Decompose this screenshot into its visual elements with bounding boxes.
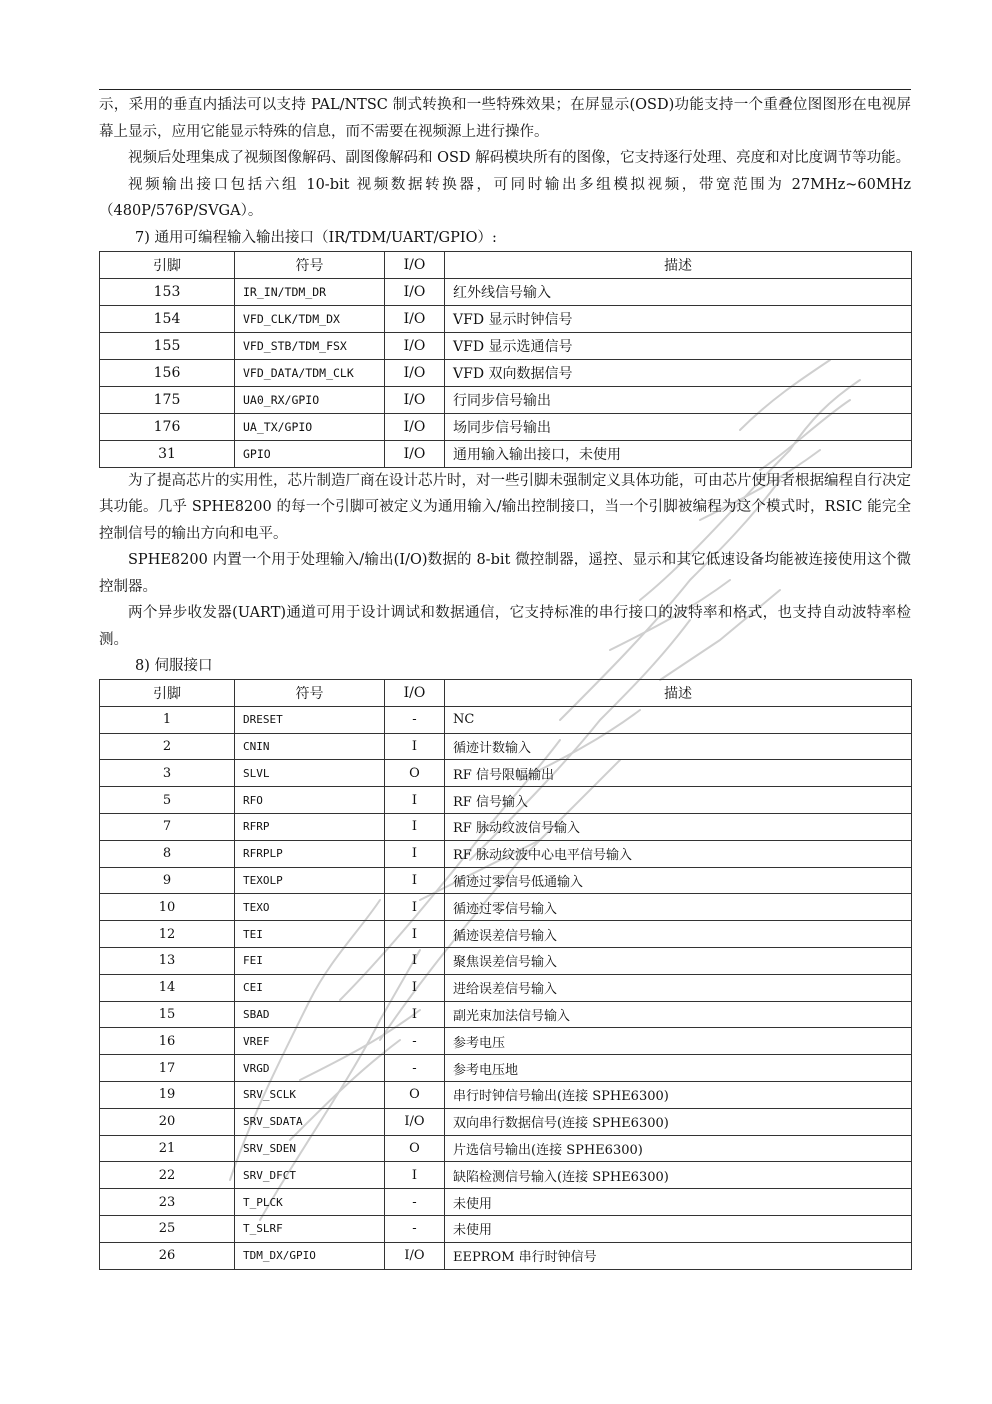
description-cell: 循迹过零信号低通输入 (445, 867, 912, 894)
io-cell: I/O (385, 332, 445, 359)
table-row (100, 413, 912, 440)
io-cell: I (385, 947, 445, 974)
io-cell: - (385, 1055, 445, 1082)
io-cell: - (385, 706, 445, 733)
pin-cell: 156 (100, 359, 235, 386)
pin-cell: 9 (100, 867, 235, 894)
symbol-cell: CNIN (235, 733, 385, 760)
io-cell: I (385, 1162, 445, 1189)
paragraph-video-post-processing: 视频后处理集成了视频图像解码、副图像解码和 OSD 解码模块所有的图像，它支持逐行处理、亮度和对比度调节等功能。 (128, 150, 911, 166)
io-cell: - (385, 1028, 445, 1055)
pin-cell: 155 (100, 332, 235, 359)
column-header-io: I/O (385, 680, 445, 707)
io-cell: I/O (385, 440, 445, 467)
pin-cell: 3 (100, 760, 235, 787)
paragraph-uart: 两个异步收发器(UART)通道可用于设计调试和数据通信，它支持标准的串行接口的波特率和格式，也支持自动波特率检测。 (99, 605, 911, 648)
pin-cell: 22 (100, 1162, 235, 1189)
description-cell: EEPROM 串行时钟信号 (445, 1242, 912, 1269)
symbol-cell: VFD_DATA/TDM_CLK (235, 359, 385, 386)
paragraph-osd: 示，采用的垂直内插法可以支持 PAL/NTSC 制式转换和一些特殊效果；在屏显示(OSD)功能支持一个重叠位图图形在电视屏幕上显示，应用它能显示特殊的信息，而不需要在视频源上进行操作。 (99, 97, 911, 140)
description-cell: 参考电压 (445, 1028, 912, 1055)
table-row (100, 1081, 912, 1108)
io-cell: O (385, 1135, 445, 1162)
io-cell: I/O (385, 413, 445, 440)
symbol-cell: SRV_SDEN (235, 1135, 385, 1162)
symbol-cell: IR_IN/TDM_DR (235, 278, 385, 305)
table-header-row (100, 680, 912, 707)
description-cell: 参考电压地 (445, 1055, 912, 1082)
table-row (100, 440, 912, 467)
page-content (99, 92, 911, 1270)
description-cell: VFD 显示时钟信号 (445, 305, 912, 332)
table-row (100, 1108, 912, 1135)
table-row (100, 787, 912, 814)
table-row (100, 733, 912, 760)
description-cell: 未使用 (445, 1215, 912, 1242)
io-cell: I/O (385, 278, 445, 305)
symbol-cell: T_SLRF (235, 1215, 385, 1242)
symbol-cell: SRV_SCLK (235, 1081, 385, 1108)
column-header-io: I/O (385, 251, 445, 278)
column-header-symbol: 符号 (235, 251, 385, 278)
pin-cell: 25 (100, 1215, 235, 1242)
table-row (100, 974, 912, 1001)
table-row (100, 1135, 912, 1162)
io-cell: I (385, 1001, 445, 1028)
io-cell: I (385, 921, 445, 948)
io-cell: I/O (385, 386, 445, 413)
description-cell: 循迹误差信号输入 (445, 921, 912, 948)
description-cell: 行同步信号输出 (445, 386, 912, 413)
pin-cell: 12 (100, 921, 235, 948)
description-cell: RF 信号限幅输出 (445, 760, 912, 787)
pin-cell: 19 (100, 1081, 235, 1108)
symbol-cell: DRESET (235, 706, 385, 733)
io-cell: - (385, 1215, 445, 1242)
io-cell: I (385, 894, 445, 921)
symbol-cell: RFO (235, 787, 385, 814)
symbol-cell: SRV_DFCT (235, 1162, 385, 1189)
gpio-pin-table (99, 251, 912, 468)
pin-cell: 14 (100, 974, 235, 1001)
table-row (100, 359, 912, 386)
pin-cell: 13 (100, 947, 235, 974)
table-row (100, 947, 912, 974)
symbol-cell: TEI (235, 921, 385, 948)
symbol-cell: TDM_DX/GPIO (235, 1242, 385, 1269)
column-header-symbol: 符号 (235, 680, 385, 707)
io-cell: I/O (385, 1242, 445, 1269)
description-cell: 循迹计数输入 (445, 733, 912, 760)
pin-cell: 26 (100, 1242, 235, 1269)
section8-heading: 8) 伺服接口 (135, 658, 213, 674)
symbol-cell: RFRP (235, 813, 385, 840)
description-cell: 通用输入输出接口，未使用 (445, 440, 912, 467)
servo-pin-table (99, 679, 912, 1270)
table-row (100, 1055, 912, 1082)
table-row (100, 840, 912, 867)
io-cell: I (385, 840, 445, 867)
io-cell: I (385, 813, 445, 840)
pin-cell: 31 (100, 440, 235, 467)
pin-cell: 1 (100, 706, 235, 733)
table-row (100, 813, 912, 840)
table-row (100, 1189, 912, 1216)
symbol-cell: UA0_RX/GPIO (235, 386, 385, 413)
symbol-cell: VREF (235, 1028, 385, 1055)
pin-cell: 176 (100, 413, 235, 440)
table-row (100, 332, 912, 359)
io-cell: I (385, 787, 445, 814)
pin-cell: 16 (100, 1028, 235, 1055)
symbol-cell: SBAD (235, 1001, 385, 1028)
pin-cell: 15 (100, 1001, 235, 1028)
description-cell: VFD 显示选通信号 (445, 332, 912, 359)
description-cell: 进给误差信号输入 (445, 974, 912, 1001)
pin-cell: 8 (100, 840, 235, 867)
io-cell: I/O (385, 305, 445, 332)
table-row (100, 1162, 912, 1189)
pin-cell: 23 (100, 1189, 235, 1216)
description-cell: 双向串行数据信号(连接 SPHE6300) (445, 1108, 912, 1135)
pin-cell: 175 (100, 386, 235, 413)
symbol-cell: VFD_CLK/TDM_DX (235, 305, 385, 332)
description-cell: 红外线信号输入 (445, 278, 912, 305)
symbol-cell: VRGD (235, 1055, 385, 1082)
pin-cell: 7 (100, 813, 235, 840)
table-header-row (100, 251, 912, 278)
table-row (100, 1242, 912, 1269)
table-row (100, 278, 912, 305)
io-cell: I (385, 733, 445, 760)
symbol-cell: RFRPLP (235, 840, 385, 867)
io-cell: I/O (385, 1108, 445, 1135)
symbol-cell: GPIO (235, 440, 385, 467)
description-cell: 循迹过零信号输入 (445, 894, 912, 921)
column-header-description: 描述 (445, 251, 912, 278)
description-cell: RF 脉动纹波中心电平信号输入 (445, 840, 912, 867)
column-header-description: 描述 (445, 680, 912, 707)
description-cell: 串行时钟信号输出(连接 SPHE6300) (445, 1081, 912, 1108)
pin-cell: 17 (100, 1055, 235, 1082)
description-cell: RF 信号输入 (445, 787, 912, 814)
description-cell: 片选信号输出(连接 SPHE6300) (445, 1135, 912, 1162)
table-row (100, 386, 912, 413)
column-header-pin: 引脚 (100, 680, 235, 707)
pin-cell: 10 (100, 894, 235, 921)
description-cell: NC (445, 706, 912, 733)
paragraph-video-output: 视频输出接口包括六组 10-bit 视频数据转换器，可同时输出多组模拟视频，带宽范围为 27MHz~60MHz（480P/576P/SVGA）。 (99, 176, 911, 219)
pin-cell: 20 (100, 1108, 235, 1135)
pin-cell: 21 (100, 1135, 235, 1162)
table-row (100, 1028, 912, 1055)
symbol-cell: FEI (235, 947, 385, 974)
section7-heading: 7) 通用可编程输入输出接口（IR/TDM/UART/GPIO）: (135, 229, 497, 246)
symbol-cell: TEXO (235, 894, 385, 921)
io-cell: I (385, 974, 445, 1001)
pin-cell: 2 (100, 733, 235, 760)
io-cell: O (385, 1081, 445, 1108)
column-header-pin: 引脚 (100, 251, 235, 278)
table-row (100, 1001, 912, 1028)
symbol-cell: TEXOLP (235, 867, 385, 894)
table-row (100, 1215, 912, 1242)
io-cell: I/O (385, 359, 445, 386)
description-cell: RF 脉动纹波信号输入 (445, 813, 912, 840)
pin-cell: 5 (100, 787, 235, 814)
symbol-cell: T_PLCK (235, 1189, 385, 1216)
symbol-cell: CEI (235, 974, 385, 1001)
header-rule (99, 89, 911, 90)
description-cell: 副光束加法信号输入 (445, 1001, 912, 1028)
io-cell: - (385, 1189, 445, 1216)
table-row (100, 894, 912, 921)
table-row (100, 921, 912, 948)
io-cell: O (385, 760, 445, 787)
description-cell: 缺陷检测信号输入(连接 SPHE6300) (445, 1162, 912, 1189)
paragraph-gpio-definition: 为了提高芯片的实用性，芯片制造厂商在设计芯片时，对一些引脚未强制定义具体功能，可由芯片使用者根据编程自行决定其功能。几乎 SPHE8200 的每一个引脚可被定义为通用输入/输出控制接口，当一个引脚被编程为这个模式时，RSIC 能完全控制信号的输出方向和电平。 (99, 472, 911, 542)
pin-cell: 153 (100, 278, 235, 305)
paragraph-microcontroller: SPHE8200 内置一个用于处理输入/输出(I/O)数据的 8-bit 微控制器，遥控、显示和其它低速设备均能被连接使用这个微控制器。 (99, 552, 911, 595)
io-cell: I (385, 867, 445, 894)
symbol-cell: SRV_SDATA (235, 1108, 385, 1135)
pin-cell: 154 (100, 305, 235, 332)
description-cell: VFD 双向数据信号 (445, 359, 912, 386)
table-row (100, 867, 912, 894)
table-row (100, 305, 912, 332)
symbol-cell: SLVL (235, 760, 385, 787)
description-cell: 场同步信号输出 (445, 413, 912, 440)
description-cell: 未使用 (445, 1189, 912, 1216)
table-row (100, 706, 912, 733)
symbol-cell: UA_TX/GPIO (235, 413, 385, 440)
table-row (100, 760, 912, 787)
description-cell: 聚焦误差信号输入 (445, 947, 912, 974)
symbol-cell: VFD_STB/TDM_FSX (235, 332, 385, 359)
